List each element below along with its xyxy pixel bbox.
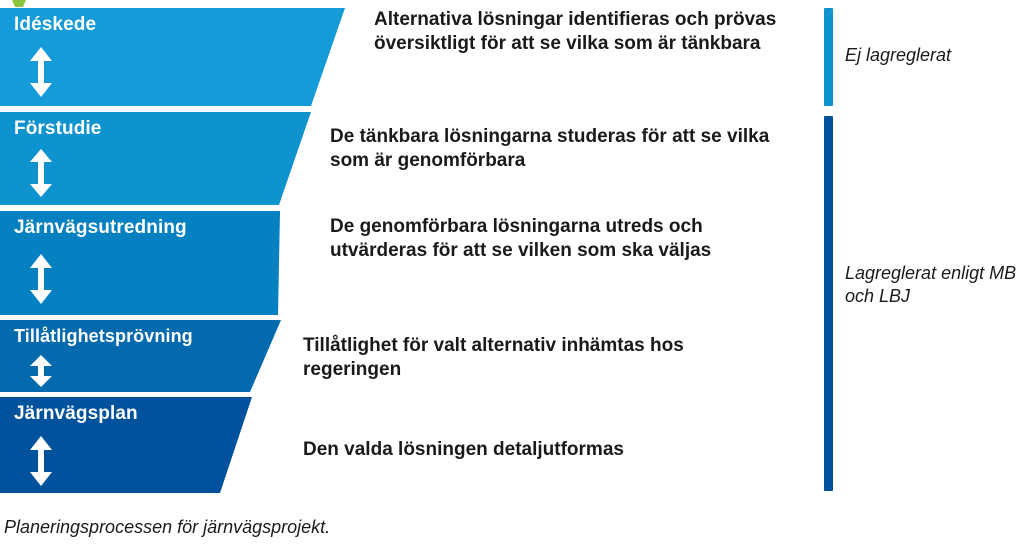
stage-row-forstudie xyxy=(0,112,311,205)
bracket-note-regulated: Lagreglerat enligt MB och LBJ xyxy=(845,263,1017,307)
bracket-note-unregulated: Ej lagreglerat xyxy=(845,45,952,65)
stage-row-ideskede xyxy=(0,8,345,106)
stage-row-jarnvagsutredning xyxy=(0,211,280,315)
stage-description-tillatlighetsprovning: Tillåtlighet för valt alternativ inhämtas hos regeringen xyxy=(303,335,684,381)
stage-description-ideskede: Alternativa lösningar identifieras och prövas översiktligt för att se vilka som är tänkbara xyxy=(374,9,777,55)
double-arrow-icon xyxy=(28,253,54,305)
corner-mark-icon xyxy=(12,0,26,7)
stage-label: Järnvägsutredning xyxy=(14,217,187,238)
figure-caption: Planeringsprocessen för järnvägsprojekt. xyxy=(4,517,331,537)
stage-row-jarnvagsplan xyxy=(0,397,252,493)
double-arrow-icon xyxy=(28,148,54,198)
double-arrow-icon xyxy=(28,46,54,98)
stage-description-jarnvagsplan: Den valda lösningen detaljutformas xyxy=(303,439,624,460)
bracket-bar-unregulated xyxy=(824,8,833,106)
stage-label: Tillåtlighetsprövning xyxy=(14,326,193,346)
stage-label: Idéskede xyxy=(14,14,97,35)
bracket-bar-regulated xyxy=(824,116,833,491)
double-arrow-icon xyxy=(28,435,54,487)
stage-label: Förstudie xyxy=(14,118,102,139)
stage-row-tillatlighetsprovning xyxy=(0,320,281,392)
stage-label: Järnvägsplan xyxy=(14,403,138,424)
stage-description-forstudie: De tänkbara lösningarna studeras för att se vilka som är genomförbara xyxy=(330,126,770,172)
double-arrow-icon xyxy=(28,354,54,388)
stage-description-jarnvagsutredning: De genomförbara lösningarna utreds och utvärderas för att se vilken som ska väljas xyxy=(330,216,712,262)
